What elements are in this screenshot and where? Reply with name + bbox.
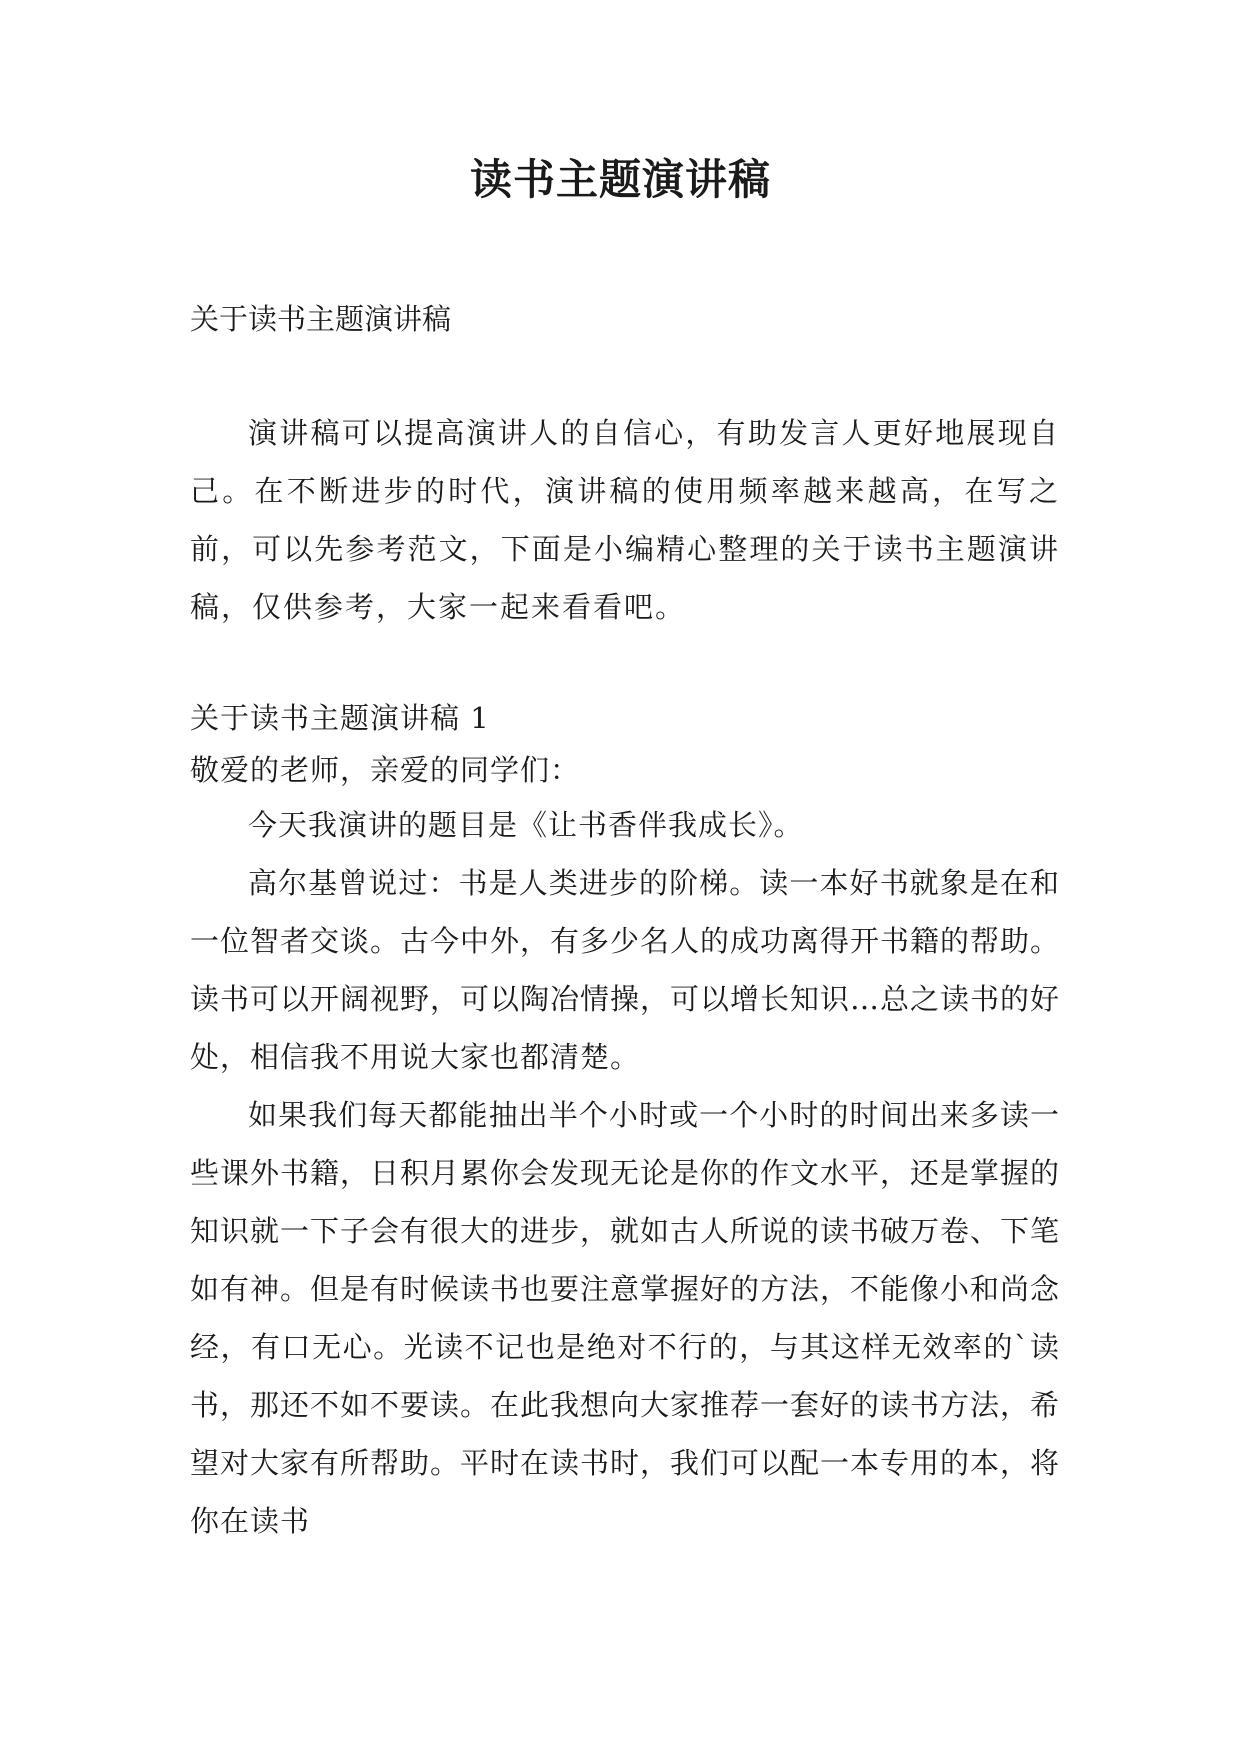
speech-paragraph-1: 今天我演讲的题目是《让书香伴我成长》。: [248, 808, 804, 842]
speech-section: [190, 692, 1060, 1550]
document-body: [190, 290, 1060, 1550]
document-title: 读书主题演讲稿: [469, 155, 771, 204]
speech-paragraph-3: 如果我们每天都能抽出半个小时或一个小时的时间出来多读一些课外书籍，日积月累你会发现无论是你的作文水平，还是掌握的知识就一下子会有很大的进步，就如古人所说的读书破万卷、下笔如有神。但是有时候读书也要注意掌握好的方法，不能像小和尚念经，有口无心。光读不记也是绝对不行的，与其这样无效率的`读书，那还不如不要读。在此我想向大家推荐一套好的读书方法，希望对大家有所帮助。平时在读书时，我们可以配一本专用的本，将你在读书: [190, 1098, 1061, 1538]
speech-paragraph-2: 高尔基曾说过：书是人类进步的阶梯。读一本好书就象是在和一位智者交谈。古今中外，有多少名人的成功离得开书籍的帮助。读书可以开阔视野，可以陶冶情操，可以增长知识…总之读书的好处，相信我不用说大家也都清楚。: [190, 866, 1061, 1074]
salutation: 敬爱的老师，亲爱的同学们：: [190, 753, 581, 787]
section-heading: 关于读书主题演讲稿 1: [190, 701, 490, 735]
document-subtitle: 关于读书主题演讲稿: [190, 302, 452, 336]
intro-paragraph: 演讲稿可以提高演讲人的自信心，有助发言人更好地展现自己。在不断进步的时代，演讲稿的使用频率越来越高，在写之前，可以先参考范文，下面是小编精心整理的关于读书主题演讲稿，仅供参考，大家一起来看看吧。: [190, 416, 1060, 624]
